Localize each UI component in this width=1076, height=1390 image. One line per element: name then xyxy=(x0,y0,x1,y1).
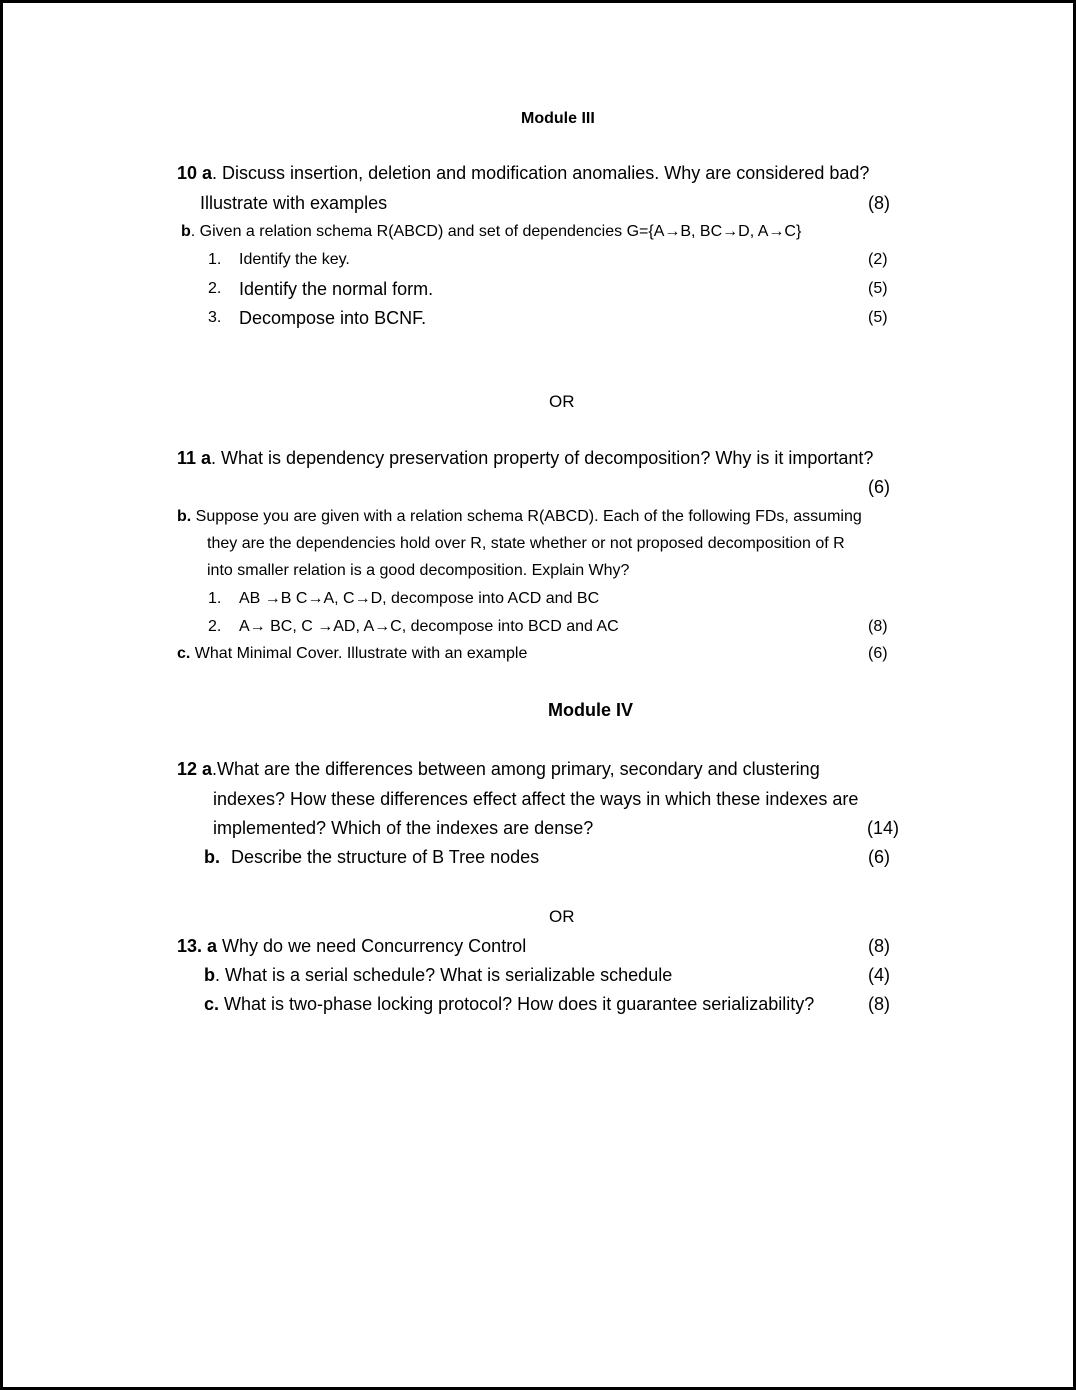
q11c xyxy=(177,646,527,662)
q12b xyxy=(204,848,220,866)
q11b-continuation-1: they are the dependencies hold over R, state whether or not proposed decomposition of R xyxy=(207,535,845,552)
item-number: 1. xyxy=(208,590,222,607)
q10b-item-2-marks: (5) xyxy=(868,280,888,297)
q13a-marks: (8) xyxy=(868,936,890,956)
q12a-continuation-2: implemented? Which of the indexes are dense? xyxy=(213,818,594,838)
q11b-label: b. xyxy=(177,508,192,525)
q13b-label: b xyxy=(204,965,215,985)
q10a-text: . Discuss insertion, deletion and modification anomalies. Why are considered bad? xyxy=(212,163,870,183)
q11a-marks: (6) xyxy=(868,477,890,497)
q13c xyxy=(204,995,814,1013)
q12a-number: 12 a xyxy=(177,759,213,779)
q12b-label: b. xyxy=(204,847,220,867)
q12b-text: Describe the structure of B Tree nodes xyxy=(231,847,540,867)
module-4-heading: Module IV xyxy=(548,700,633,720)
q10b-item-1-text: Identify the key. xyxy=(239,251,350,268)
q11b-item-1-text: AB →B C→A, C→D, decompose into ACD and BC xyxy=(239,590,600,607)
q11c-text: What Minimal Cover. Illustrate with an example xyxy=(190,645,528,662)
q10b-label: b xyxy=(181,223,191,240)
q13a-number: 13. a xyxy=(177,936,218,956)
q11a-number: 11 a xyxy=(177,448,212,468)
q10b-item-2 xyxy=(208,281,221,297)
q11b-item-1 xyxy=(208,591,221,607)
q11b-continuation-2: into smaller relation is a good decomposition. Explain Why? xyxy=(207,562,630,579)
q12a-continuation-1: indexes? How these differences effect affect the ways in which these indexes are xyxy=(213,789,859,809)
q13b xyxy=(204,966,672,984)
q12a xyxy=(177,760,820,778)
item-number: 1. xyxy=(208,251,222,268)
q10a-number: 10 a xyxy=(177,163,213,183)
item-number: 2. xyxy=(208,280,222,297)
item-number: 2. xyxy=(208,618,222,635)
q11c-marks: (6) xyxy=(868,645,888,662)
q12a-marks: (14) xyxy=(867,818,900,838)
q10b-item-1 xyxy=(208,252,221,268)
module-3-heading: Module III xyxy=(521,110,595,127)
q13c-text: What is two-phase locking protocol? How does it guarantee serializability? xyxy=(219,994,815,1014)
q11c-label: c. xyxy=(177,645,191,662)
q11b-item-2-marks: (8) xyxy=(868,618,888,635)
q13c-label: c. xyxy=(204,994,220,1014)
q10a xyxy=(177,164,869,182)
q10b-item-3-marks: (5) xyxy=(868,309,888,326)
q11a-text: . What is dependency preservation property of decomposition? Why is it important? xyxy=(211,448,874,468)
q13a-text: Why do we need Concurrency Control xyxy=(217,936,527,956)
q10a-continuation: Illustrate with examples xyxy=(200,193,388,213)
q10b-item-3 xyxy=(208,310,221,326)
q10b-item-2-text: Identify the normal form. xyxy=(239,279,434,299)
or-separator-2: OR xyxy=(549,907,575,926)
q12a-text: .What are the differences between among primary, secondary and clustering xyxy=(212,759,820,779)
q13a xyxy=(177,937,526,955)
q10b-item-1-marks: (2) xyxy=(868,251,888,268)
q11b xyxy=(177,509,862,525)
q13b-text: . What is a serial schedule? What is serializable schedule xyxy=(215,965,673,985)
q10b xyxy=(181,224,801,240)
q11b-item-2 xyxy=(208,619,221,635)
q11b-text: Suppose you are given with a relation schema R(ABCD). Each of the following FDs, assuming xyxy=(191,508,862,525)
q12b-marks: (6) xyxy=(868,847,890,867)
q11a xyxy=(177,449,873,467)
q13c-marks: (8) xyxy=(868,994,890,1014)
q10a-marks: (8) xyxy=(868,193,890,213)
item-number: 3. xyxy=(208,309,222,326)
q10b-item-3-text: Decompose into BCNF. xyxy=(239,308,427,328)
q13b-marks: (4) xyxy=(868,965,890,985)
or-separator-1: OR xyxy=(549,392,575,411)
q11b-item-2-text: A→ BC, C →AD, A→C, decompose into BCD and AC xyxy=(239,618,619,635)
q10b-text: . Given a relation schema R(ABCD) and set of dependencies G={A→B, BC→D, A→C} xyxy=(190,223,802,240)
